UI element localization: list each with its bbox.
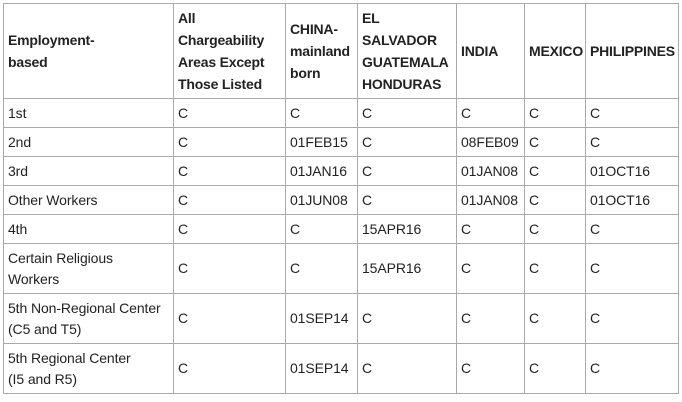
table-row xyxy=(4,186,679,215)
table-cell: C xyxy=(525,128,586,157)
table-cell: C xyxy=(457,344,525,394)
table-cell: C xyxy=(586,294,679,344)
row-label: 5th Non-Regional Center (C5 and T5) xyxy=(4,294,174,344)
table-header xyxy=(4,4,679,99)
table-cell: C xyxy=(525,157,586,186)
table-cell: C xyxy=(525,244,586,294)
row-label: 3rd xyxy=(4,157,174,186)
table-row xyxy=(4,215,679,244)
table-cell: C xyxy=(174,157,286,186)
table-cell: C xyxy=(457,294,525,344)
table-cell: C xyxy=(174,344,286,394)
table-cell: C xyxy=(174,244,286,294)
header-employment-based: Employment- based xyxy=(4,4,174,99)
table-cell: C xyxy=(457,99,525,128)
header-china: CHINA- mainland born xyxy=(286,4,358,99)
table-cell: C xyxy=(174,128,286,157)
table-cell: C xyxy=(286,244,358,294)
header-philippines: PHILIPPINES xyxy=(586,4,679,99)
table-cell: C xyxy=(286,99,358,128)
row-label: 2nd xyxy=(4,128,174,157)
table-cell: C xyxy=(174,215,286,244)
table-row xyxy=(4,128,679,157)
table-cell: C xyxy=(586,244,679,294)
employment-based-dates-table xyxy=(3,3,679,394)
table-row xyxy=(4,157,679,186)
table-cell: C xyxy=(586,215,679,244)
table-cell: C xyxy=(174,186,286,215)
table-cell: C xyxy=(358,344,457,394)
table-cell: C xyxy=(174,99,286,128)
table-row xyxy=(4,99,679,128)
header-india: INDIA xyxy=(457,4,525,99)
table-row xyxy=(4,294,679,344)
table-cell: 01SEP14 xyxy=(286,294,358,344)
table-cell: C xyxy=(358,128,457,157)
table-cell: C xyxy=(286,215,358,244)
header-all-chargeability: All Chargeability Areas Except Those Listed xyxy=(174,4,286,99)
table-cell: C xyxy=(358,157,457,186)
table-cell: C xyxy=(525,99,586,128)
table-cell: 01FEB15 xyxy=(286,128,358,157)
row-label: Certain Religious Workers xyxy=(4,244,174,294)
table-cell: C xyxy=(174,294,286,344)
table-cell: 01OCT16 xyxy=(586,186,679,215)
table-cell: C xyxy=(358,99,457,128)
table-cell: 01JAN08 xyxy=(457,186,525,215)
table-cell: 01JUN08 xyxy=(286,186,358,215)
table-cell: C xyxy=(525,186,586,215)
header-mexico: MEXICO xyxy=(525,4,586,99)
table-cell: 15APR16 xyxy=(358,215,457,244)
table-cell: 01JAN08 xyxy=(457,157,525,186)
table-cell: 01SEP14 xyxy=(286,344,358,394)
table-cell: C xyxy=(586,344,679,394)
table-row xyxy=(4,344,679,394)
table-cell: 01OCT16 xyxy=(586,157,679,186)
table-cell: C xyxy=(525,294,586,344)
row-label: 1st xyxy=(4,99,174,128)
table-cell: C xyxy=(586,128,679,157)
table-cell: 15APR16 xyxy=(358,244,457,294)
table-cell: 08FEB09 xyxy=(457,128,525,157)
table-cell: C xyxy=(457,215,525,244)
table-cell: C xyxy=(525,344,586,394)
table-cell: C xyxy=(457,244,525,294)
table-cell: C xyxy=(586,99,679,128)
table-cell: C xyxy=(525,215,586,244)
row-label: 5th Regional Center (I5 and R5) xyxy=(4,344,174,394)
table-body xyxy=(4,99,679,394)
header-row xyxy=(4,4,679,99)
row-label: Other Workers xyxy=(4,186,174,215)
row-label: 4th xyxy=(4,215,174,244)
table-row xyxy=(4,244,679,294)
header-el-salvador-guatemala-honduras: EL SALVADOR GUATEMALA HONDURAS xyxy=(358,4,457,99)
table-cell: C xyxy=(358,186,457,215)
table-cell: C xyxy=(358,294,457,344)
table-cell: 01JAN16 xyxy=(286,157,358,186)
